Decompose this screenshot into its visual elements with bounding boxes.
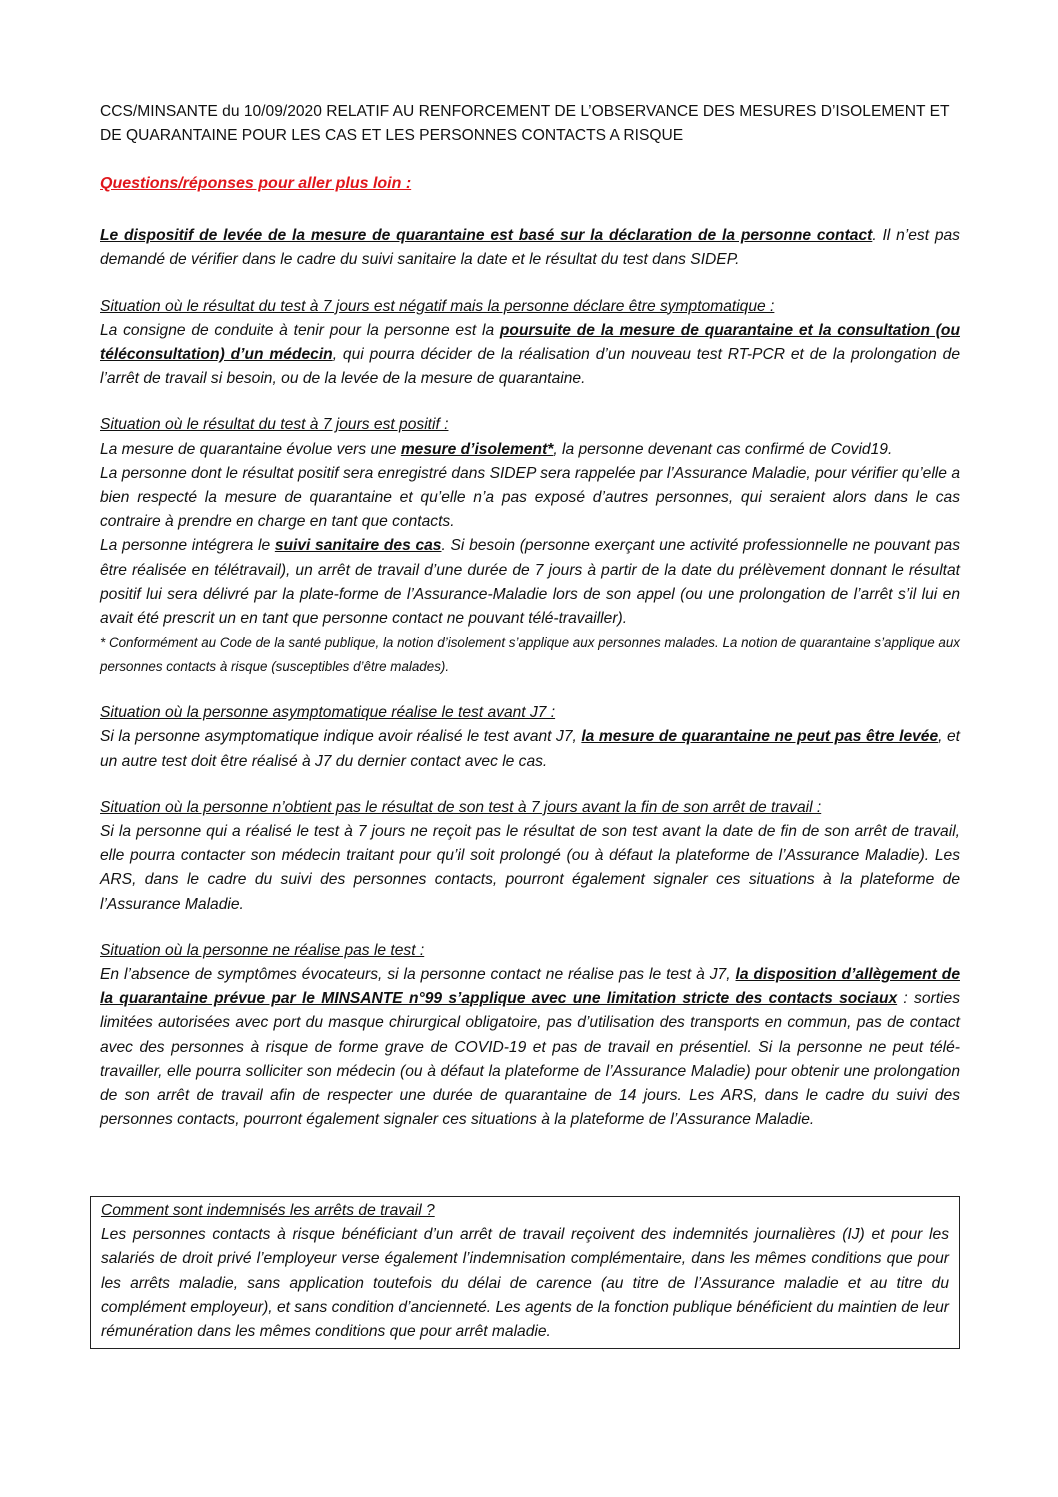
section-negative-symptomatic bbox=[100, 295, 960, 392]
footnote: * Conformément au Code de la santé publique, la notion d’isolement s’applique aux personnes malades. La notion de quarantaine s’applique aux personnes contacts à risque (susceptibles d’être malades). bbox=[100, 635, 960, 675]
section-no-test bbox=[100, 939, 960, 1133]
text-part: , qui pourra décider de la réalisation d’un nouveau test RT-PCR et de la prolongation de l’arrêt de travail si besoin, ou de la levée de la mesure de quarantaine. bbox=[100, 346, 960, 388]
box-title: Comment sont indemnisés les arrêts de travail ? bbox=[101, 1202, 435, 1219]
text-emphasis: suivi sanitaire des cas bbox=[274, 537, 442, 555]
text-emphasis: mesure d’isolement* bbox=[400, 440, 554, 458]
text-part: : sorties limitées autorisées avec port du masque chirurgical obligatoire, pas d’utilisation des transports en commun, pas de contact avec des personnes à risque de forme grave de COVID-19 et pas de travail en présentiel. Si la personne ne peut télé-travailler, elle pourra solliciter son médecin (ou à défaut la plateforme de l’Assurance Maladie) pour obtenir une prolongation de son arrêt de travail afin de respecter une durée de quarantaine de 14 jours. Les ARS, dans le cadre du suivi des personnes contacts, pourront également signaler ces situations à la plateforme de l’Assurance Maladie. bbox=[100, 990, 960, 1129]
section-text bbox=[100, 725, 960, 773]
section-title: Situation où la personne asymptomatique réalise le test avant J7 : bbox=[100, 704, 556, 722]
section-title: Situation où la personne ne réalise pas le test : bbox=[100, 941, 425, 959]
section-text bbox=[100, 534, 960, 631]
section-text bbox=[100, 963, 960, 1132]
section-text: La personne dont le résultat positif sera enregistré dans SIDEP sera rappelée par l’Assurance Maladie, pour vérifier qu’elle a bien respecté la mesure de quarantaine et qu’elle n’a pas exposé d’autres personnes, qui seraient alors dans le cas contraire à prendre en charge en tant que contacts. bbox=[100, 464, 960, 531]
section-title: Situation où le résultat du test à 7 jours est positif : bbox=[100, 416, 449, 434]
section-positive bbox=[100, 413, 960, 679]
document-page bbox=[100, 100, 960, 1133]
intro-paragraph bbox=[100, 224, 960, 272]
text-part: La personne intégrera le bbox=[100, 537, 275, 555]
text-part: En l’absence de symptômes évocateurs, si la personne contact ne réalise pas le test à J7, bbox=[100, 966, 736, 984]
box-text: Les personnes contacts à risque bénéficiant d’un arrêt de travail reçoivent des indemnités journalières (IJ) et pour les salariés de droit privé l’employeur verse également l’indemnisation complémentaire, dans les mêmes conditions que pour les arrêts maladie, sans application toutefois du délai de carence (au titre de l’Assurance maladie et au titre du complément employeur), et sans condition d’ancienneté. Les agents de la fonction publique bénéficient du maintien de leur rémunération dans les mêmes conditions que pour arrêt maladie. bbox=[101, 1226, 949, 1341]
section-text: Si la personne qui a réalisé le test à 7 jours ne reçoit pas le résultat de son test avant la date de fin de son arrêt de travail, elle pourra contacter son médecin traitant pour qu’il soit prolongé (ou à défaut la plateforme de l’Assurance Maladie). Les ARS, dans le cadre du suivi des personnes contacts, pourront également signaler ces situations à la plateforme de l’Assurance Maladie. bbox=[100, 823, 960, 913]
text-emphasis: la disposition d’allègement de la quarantaine prévue par le MINSANTE n°99 s’applique avec une limitation stricte des contacts sociaux bbox=[100, 966, 960, 1008]
text-part: Si la personne asymptomatique indique avoir réalisé le test avant J7, bbox=[100, 728, 582, 746]
text-part: La mesure de quarantaine évolue vers une bbox=[100, 440, 401, 458]
section-title: Situation où le résultat du test à 7 jours est négatif mais la personne déclare être symptomatique : bbox=[100, 297, 775, 315]
intro-text: . Il n’est pas demandé de vérifier dans le cadre du suivi sanitaire la date et le résultat du test dans SIDEP. bbox=[100, 227, 960, 269]
section-text bbox=[100, 438, 960, 462]
section-text bbox=[100, 319, 960, 392]
section-before-j7 bbox=[100, 701, 960, 774]
section-no-result bbox=[100, 796, 960, 917]
text-part: , la personne devenant cas confirmé de Covid19. bbox=[553, 440, 893, 458]
text-part: . Si besoin (personne exerçant une activité professionnelle ne pouvant pas être réalisée en télétravail), un arrêt de travail d’une durée de 7 jours à partir de la date du prélèvement donnant le résultat positif lui sera délivré par la plate-forme de l’Assurance-Maladie lors de son appel (ou une prolongation de l’arrêt s’il lui en avait été prescrit un en tant que personne contact ne pouvant télé-travailler). bbox=[100, 537, 961, 628]
section-title: Situation où la personne n’obtient pas le résultat de son test à 7 jours avant la fin de son arrêt de travail : bbox=[100, 798, 822, 816]
compensation-box bbox=[90, 1196, 960, 1349]
text-emphasis: la mesure de quarantaine ne peut pas être levée bbox=[581, 728, 939, 746]
text-part: La consigne de conduite à tenir pour la personne est la bbox=[100, 321, 500, 339]
qa-heading: Questions/réponses pour aller plus loin : bbox=[100, 175, 412, 192]
intro-emphasis: Le dispositif de levée de la mesure de quarantaine est basé sur la déclaration de la personne contact bbox=[100, 227, 873, 245]
text-part: , et un autre test doit être réalisé à J7 du dernier contact avec le cas. bbox=[100, 728, 960, 770]
text-emphasis: poursuite de la mesure de quarantaine et la consultation (ou téléconsultation) d’un médecin bbox=[100, 321, 960, 364]
document-title: CCS/MINSANTE du 10/09/2020 RELATIF AU RENFORCEMENT DE L’OBSERVANCE DES MESURES D’ISOLEMENT ET DE QUARANTAINE POUR LES CAS ET LES PERSONNES CONTACTS A RISQUE bbox=[100, 103, 950, 144]
